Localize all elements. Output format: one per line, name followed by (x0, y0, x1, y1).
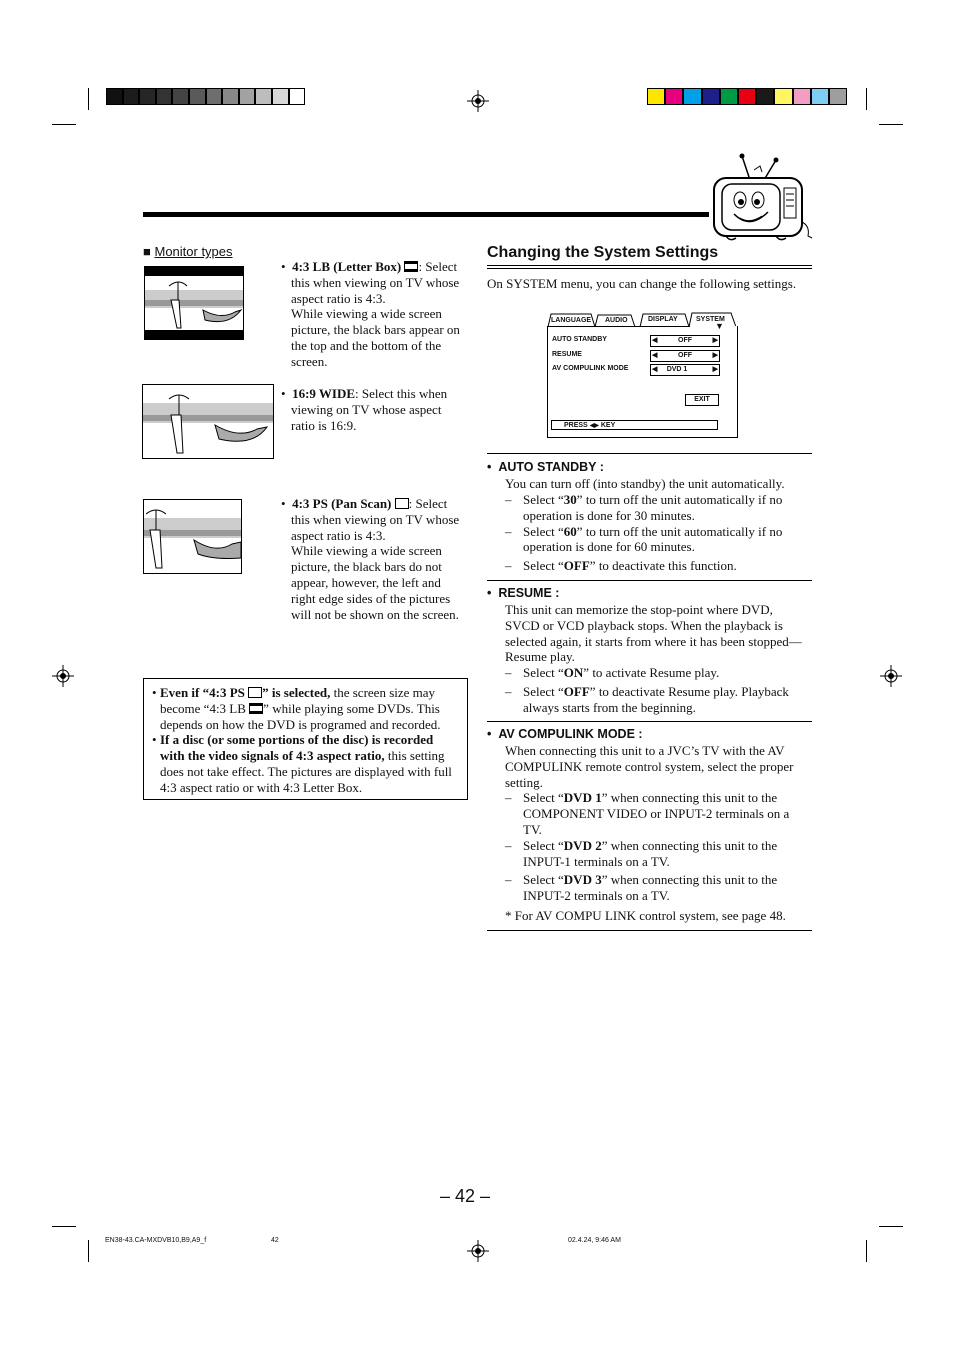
av-text: setting. (505, 774, 543, 790)
panscan-thumbnail (143, 499, 242, 574)
page-number: – 42 – (440, 1186, 491, 1206)
auto-standby-selector[interactable]: ◀ OFF ▶ (650, 335, 720, 347)
resume-title: • RESUME : (487, 586, 560, 600)
letterbox-title: 4:3 LB (Letter Box) (292, 259, 402, 274)
auto-standby-value: OFF (678, 337, 692, 344)
resume-text: Resume play. (505, 649, 575, 665)
note-text: the screen size may (333, 685, 436, 700)
letterbox-item: • 4:3 LB (Letter Box) : Select this when viewing on TV whose aspect ratio is 4:3. While viewing a wide screen picture, the black bars appear on the top and the bottom of the screen. (281, 259, 466, 370)
panscan-icon (248, 687, 262, 698)
color-swatch (139, 88, 156, 105)
wide-text: ratio is 16:9. (291, 417, 357, 433)
letterbox-text: While viewing a wide screen (291, 306, 442, 322)
note-text: this setting (387, 748, 445, 764)
square-bullet-icon: ■ (143, 244, 151, 259)
av-compulink-desc: When connecting this unit to a JVC’s TV with the AV COMPULINK remote control system, select the proper setting. – Select “DVD 1” when connecting this unit to the COMPONENT VIDEO or INPUT-2 terminals on a TV. – Select “DVD 2” when connecting this unit to the INPUT-1 terminals on a TV. – Select “DVD 3” when connecting this unit to the INPUT-2 terminals on a TV. * For AV COMPU LINK control system, see page 48. (505, 743, 810, 924)
auto-standby-desc: You can turn off (into standby) the unit automatically. (505, 476, 785, 491)
intro-text: On SYSTEM menu, you can change the following settings. (487, 276, 797, 291)
panscan-text: aspect ratio is 4:3. (291, 527, 386, 543)
section-divider (487, 453, 812, 454)
av-compulink-value: DVD 1 (666, 366, 688, 373)
note-text: ” is selected, (262, 685, 331, 700)
note-text: If a disc (or some portions of the disc) is recorded (160, 732, 434, 748)
section-divider (487, 580, 812, 581)
panscan-item: • 4:3 PS (Pan Scan) : Select this when viewing on TV whose aspect ratio is 4:3. While viewing a wide screen picture, the black bars do not appear, however, the left and right edge sides of the pictures will not be shown on the screen. (281, 496, 466, 622)
color-swatch (222, 88, 239, 105)
av-footnote: * For AV COMPU LINK control system, see page 48. (505, 907, 786, 923)
header-rule (143, 212, 709, 217)
letterbox-text: picture, the black bars appear on (291, 322, 460, 338)
letterbox-text: screen. (291, 353, 328, 369)
press-key-bar (551, 420, 718, 430)
resume-selector[interactable]: ◀ OFF ▶ (650, 350, 720, 362)
av-compulink-selector[interactable]: ◀ DVD 1 ▶ (650, 364, 720, 376)
section-divider (487, 721, 812, 722)
letterbox-text: : Select (418, 259, 458, 274)
color-swatch (683, 88, 701, 105)
letterbox-text: the top and the bottom of the (291, 337, 442, 353)
color-swatch (189, 88, 206, 105)
letterbox-text: this when viewing on TV whose (291, 274, 460, 290)
letterbox-text: aspect ratio is 4:3. (291, 290, 386, 306)
note-box: • Even if “4:3 PS ” is selected, the screen size may become “4:3 LB ” while playing some DVDs. This depends on how the DVD is programed and recorded. • If a disc (or some portions of the disc) is recorded with the video signals of 4:3 aspect ratio, this setting does not take effect. The pictures are displayed with full 4:3 aspect ratio or with 4:3 Letter Box. (143, 678, 468, 800)
wide-title: 16:9 WIDE (292, 386, 356, 401)
heading-rule (487, 265, 812, 266)
resume-text: selected again, it starts from where it has been stopped— (505, 633, 802, 649)
color-swatch (793, 88, 811, 105)
resume-label: RESUME (552, 351, 582, 358)
panscan-text: While viewing a wide screen (291, 543, 442, 559)
note-text: 4:3 aspect ratio or with 4:3 Letter Box. (160, 779, 363, 795)
monitor-types-heading (143, 244, 233, 259)
auto-standby-title-text: AUTO STANDBY : (498, 460, 604, 474)
heading-rule (487, 268, 812, 269)
resume-text: SVCD or VCD playback stops. When the playback is (505, 617, 783, 633)
auto-standby-options: – Select “30” to turn off the unit automatically if no operation is done for 30 minutes. – Select “60” to turn off the unit automatically if no operation is done for 60 minutes. – Select “OFF” to deactivate this function. (505, 492, 783, 574)
monitor-types-label: Monitor types (154, 244, 233, 259)
footer-page: 42 (271, 1237, 279, 1244)
exit-button[interactable]: EXIT (685, 394, 719, 406)
registration-target-icon (467, 90, 489, 112)
color-swatch (738, 88, 756, 105)
panscan-text: picture, the black bars do not (291, 559, 442, 575)
registration-target-icon (467, 1240, 489, 1262)
tab-audio[interactable]: AUDIO (605, 317, 628, 324)
wide-item: • 16:9 WIDE: Select this when viewing on TV whose aspect ratio is 16:9. (281, 386, 466, 433)
note-text: depends on how the DVD is programed and recorded. (160, 716, 441, 732)
av-text: When connecting this unit to a JVC’s TV with the AV (505, 743, 785, 758)
panscan-text: : Select (408, 496, 448, 511)
panscan-icon (395, 498, 409, 509)
panscan-text: will not be shown on the screen. (291, 606, 459, 622)
press-label: PRESS (564, 422, 588, 429)
section-heading: Changing the System Settings (487, 244, 719, 261)
wide-text: viewing on TV whose aspect (291, 401, 442, 417)
footer-file: EN38-43.CA-MXDVB10,B9,A9_f (105, 1237, 207, 1244)
color-swatch (702, 88, 720, 105)
resume-desc: This unit can memorize the stop-point where DVD, SVCD or VCD playback stops. When the playback is selected again, it starts from where it has been stopped— Resume play. – Select “ON” to activate Resume play. – Select “OFF” to deactivate Resume play. Playback always starts from the beginning. (505, 602, 810, 716)
wide-thumbnail (142, 384, 274, 459)
resume-value: OFF (678, 352, 692, 359)
tab-language[interactable]: LANGUAGE (551, 317, 592, 324)
color-swatch (123, 88, 140, 105)
panscan-text: right edge sides of the pictures (291, 590, 451, 606)
color-swatch (255, 88, 272, 105)
pointer-icon: ▼ (715, 321, 724, 331)
av-text: COMPULINK remote control system, select the proper (505, 758, 794, 774)
color-swatch (647, 88, 665, 105)
color-swatch (720, 88, 738, 105)
auto-standby-label: AUTO STANDBY (552, 336, 607, 343)
panscan-text: this when viewing on TV whose (291, 511, 460, 527)
tab-display[interactable]: DISPLAY (648, 316, 678, 323)
registration-target-icon (880, 665, 902, 687)
registration-target-icon (52, 665, 74, 687)
auto-standby-title: • AUTO STANDBY : (487, 460, 604, 474)
footer-date: 02.4.24, 9:46 AM (568, 1237, 621, 1244)
system-menu (547, 312, 738, 438)
color-swatch (665, 88, 683, 105)
key-label: KEY (600, 422, 616, 429)
resume-text: This unit can memorize the stop-point where DVD, (505, 602, 773, 617)
av-compulink-title-text: AV COMPULINK MODE : (498, 727, 643, 741)
color-swatch (272, 88, 289, 105)
note-text: Even if “4:3 PS (160, 685, 245, 700)
tv-mascot-icon (706, 152, 818, 244)
color-swatch (206, 88, 223, 105)
color-swatch (289, 88, 306, 105)
letterbox-icon (404, 261, 418, 272)
note-text: does not take effect. The pictures are displayed with full (160, 763, 452, 779)
note-text: become “4:3 LB (160, 700, 246, 716)
color-swatch (774, 88, 792, 105)
left-right-arrows-icon: ◀▶ (589, 423, 599, 429)
color-swatch (811, 88, 829, 105)
wide-text: : Select this when (355, 386, 448, 401)
tab-system[interactable]: SYSTEM (696, 316, 725, 323)
section-divider (487, 930, 812, 931)
panscan-text: appear, however, the left and (291, 574, 441, 590)
color-swatch (239, 88, 256, 105)
color-swatch (172, 88, 189, 105)
panscan-title: 4:3 PS (Pan Scan) (292, 496, 392, 511)
letterbox-icon (249, 703, 263, 714)
note-text: ” while playing some DVDs. This (263, 700, 440, 716)
av-compulink-title: • AV COMPULINK MODE : (487, 727, 643, 741)
color-swatch (106, 88, 123, 105)
color-swatch (156, 88, 173, 105)
note-text: with the video signals of 4:3 aspect ratio, (160, 748, 385, 764)
color-swatch (756, 88, 774, 105)
color-swatch (829, 88, 847, 105)
av-compulink-label: AV COMPULINK MODE (552, 365, 629, 372)
letterbox-thumbnail (144, 266, 244, 340)
resume-title-text: RESUME : (498, 586, 560, 600)
